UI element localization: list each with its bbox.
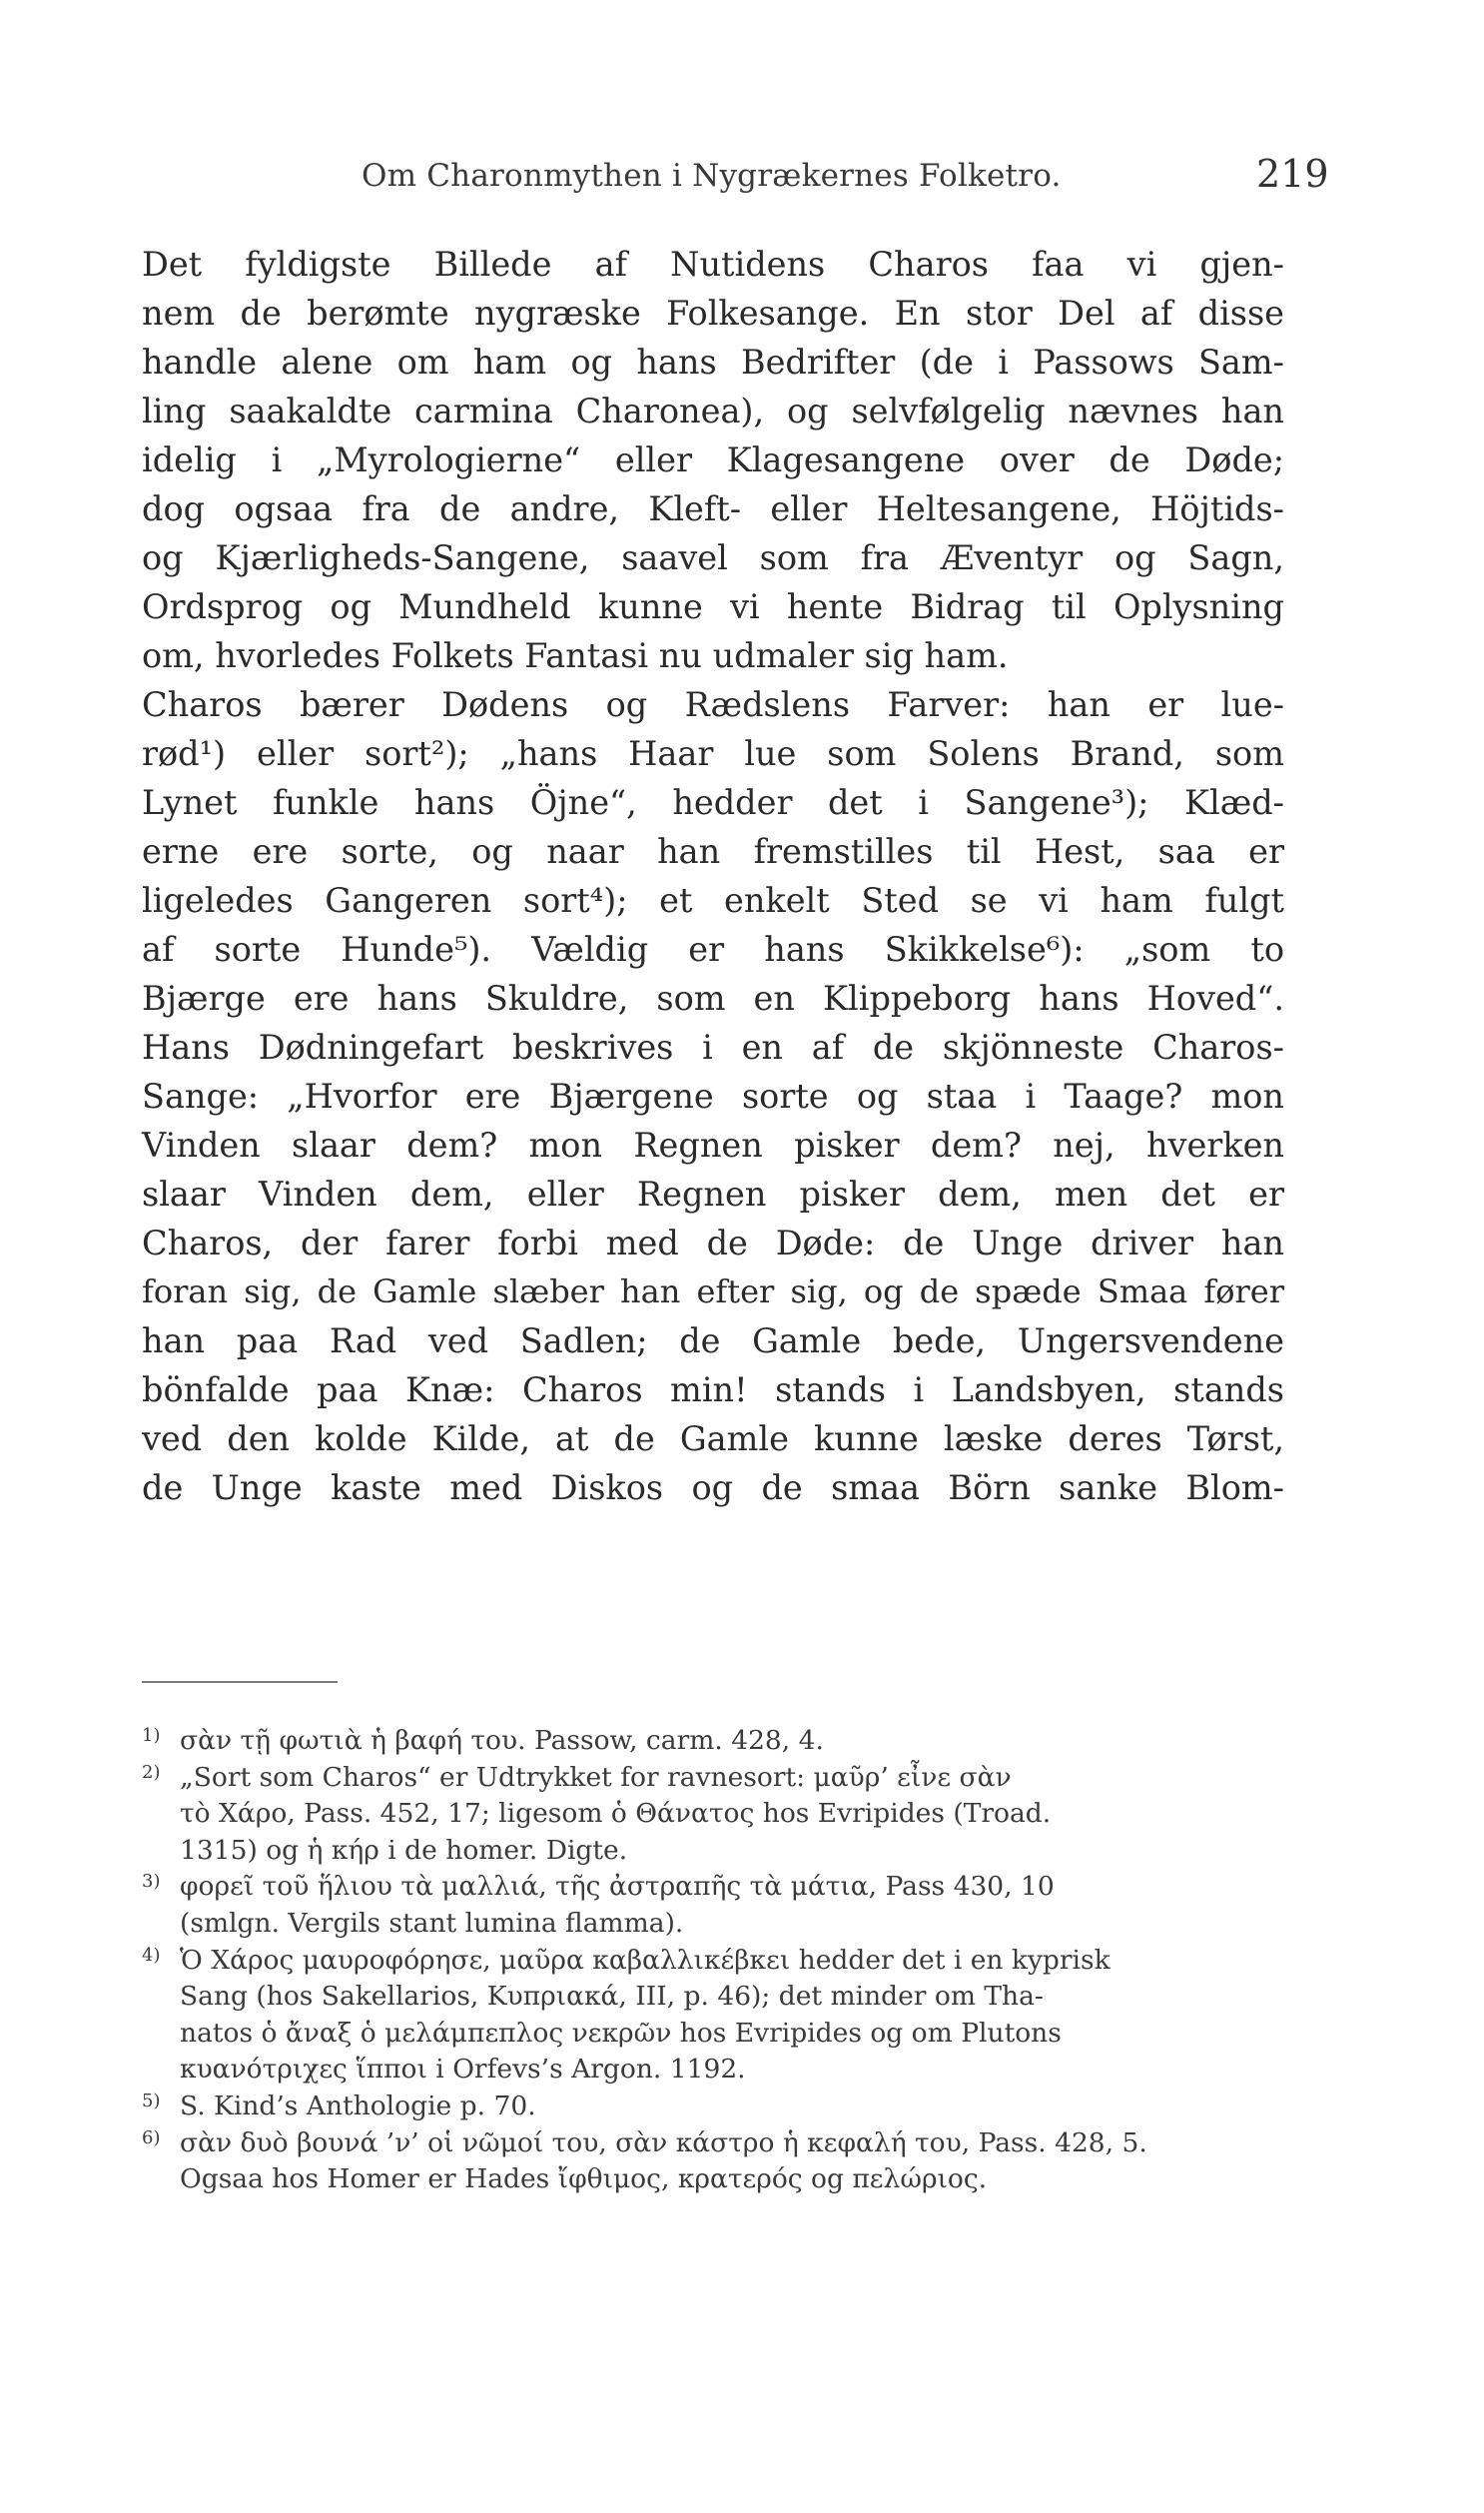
footnote-text: Ogsaa hos Homer er Hades ἴφθιμος, κρατερός og πελώριος. [180,2163,988,2195]
footnote-text: natos ὁ ἄναξ ὁ μελάμπεπλος νεκρῶν hos Evripides og om Plutons [180,2017,1062,2049]
footnote-6 [142,2125,1284,2162]
body-line: handle alene om ham og hans Bedrifter (de i Passows Sam- [142,343,1284,382]
footnote-marker: 6) [142,2126,161,2148]
footnote-text: Sang (hos Sakellarios, Κυπριακά, III, p. 46); det minder om Tha- [180,1981,1044,2013]
running-title: Om Charonmythen i Nygrækernes Folketro. [362,158,1062,194]
body-line: bönfalde paa Knæ: Charos min! stands i Landsbyen, stands [142,1370,1284,1409]
footnote-text: κυανότριχες ἵπποι i Orfevs’s Argon. 1192. [180,2054,746,2086]
body-line: de Unge kaste med Diskos og de smaa Börn sanke Blom- [142,1468,1284,1507]
footnote-text: „Sort som Charos“ er Udtrykket for ravnesort: μαῦρ’ εἶνε σὰν [180,1761,1012,1793]
body-line: rød¹) eller sort²); „hans Haar lue som Solens Brand, som [142,734,1284,773]
footnote-5 [142,2089,1284,2125]
footnote-marker: 2) [142,1761,161,1783]
body-line: foran sig, de Gamle slæber han efter sig, og de spæde Smaa fører [142,1272,1284,1310]
body-line: Charos, der farer forbi med de Døde: de Unge driver han [142,1224,1284,1262]
footnote-text: σὰν τῇ φωτιὰ ἡ βαφή του. Passow, carm. 428, 4. [180,1725,824,1756]
body-line: slaar Vinden dem, eller Regnen pisker dem, men det er [142,1175,1284,1214]
body-line: ling saakaldte carmina Charonea), og selvfølgelig nævnes han [142,392,1284,430]
footnote-3 [142,1869,1284,1906]
body-line: Bjærge ere hans Skuldre, som en Klippeborg hans Hoved“. [142,979,1284,1018]
footnote-text: 1315) og ἡ κήρ i de homer. Digte. [180,1834,628,1866]
footnote-4 [142,1943,1284,1980]
body-line: Sange: „Hvorfor ere Bjærgene sorte og staa i Taage? mon [142,1077,1284,1116]
body-line: erne ere sorte, og naar han fremstilles til Hest, saa er [142,832,1284,871]
body-line: Vinden slaar dem? mon Regnen pisker dem? nej, hverken [142,1126,1284,1165]
footnotes [142,1723,1284,2198]
footnote-marker: 4) [142,1944,161,1966]
footnote-text: φορεῖ τοῦ ἥλιου τὰ μαλλιά, τῆς ἀστραπῆς τὰ μάτια, Pass 430, 10 [180,1871,1055,1903]
footnote-text: τὸ Χάρο, Pass. 452, 17; ligesom ὁ Θάνατος hos Evripides (Troad. [180,1798,1052,1830]
page-number: 219 [1256,152,1329,196]
footnote-text: S. Kind’s Anthologie p. 70. [180,2090,536,2121]
body-line: om, hvorledes Folkets Fantasi nu udmaler sig ham. [142,636,1009,675]
footnote-divider [142,1681,338,1683]
footnote-marker: 3) [142,1871,161,1893]
footnote-text: σὰν δυὸ βουνά ’ν’ οἱ νῶμοί του, σὰν κάστρο ἡ κεφαλή του, Pass. 428, 5. [180,2126,1147,2158]
body-line: dog ogsaa fra de andre, Kleft- eller Heltesangene, Höjtids- [142,489,1284,528]
body-line: idelig i „Myrologierne“ eller Klagesangene over de Døde; [142,440,1284,479]
footnote-1 [142,1723,1284,1760]
body-line: Hans Dødningefart beskrives i en af de skjönneste Charos- [142,1028,1284,1067]
footnote-marker: 5) [142,2090,161,2111]
body-line: nem de berømte nygræske Folkesange. En stor Del af disse [142,294,1284,333]
footnote-text: (smlgn. Vergils stant lumina flamma). [180,1907,684,1939]
body-line: Lynet funkle hans Öjne“, hedder det i Sangene³); Klæd- [142,783,1284,822]
body-line: han paa Rad ved Sadlen; de Gamle bede, Ungersvendene [142,1321,1284,1360]
body-line: Charos bærer Dødens og Rædslens Farver: han er lue- [142,685,1284,724]
body-text [142,240,1284,1512]
body-line: og Kjærligheds-Sangene, saavel som fra Æventyr og Sagn, [142,538,1284,577]
body-line: Ordsprog og Mundheld kunne vi hente Bidrag til Oplysning [142,587,1284,626]
footnote-text: Ὁ Χάρος μαυροφόρησε, μαῦρα καβαλλικέβκει hedder det i en kyprisk [180,1944,1111,1976]
body-line: ved den kolde Kilde, at de Gamle kunne læske deres Tørst, [142,1419,1284,1458]
footnote-marker: 1) [142,1725,161,1746]
body-line: ligeledes Gangeren sort⁴); et enkelt Sted se vi ham fulgt [142,881,1284,920]
body-line: af sorte Hunde⁵). Vældig er hans Skikkelse⁶): „som to [142,930,1284,969]
footnote-2 [142,1760,1284,1797]
body-line: Det fyldigste Billede af Nutidens Charos faa vi gjen- [142,245,1284,284]
